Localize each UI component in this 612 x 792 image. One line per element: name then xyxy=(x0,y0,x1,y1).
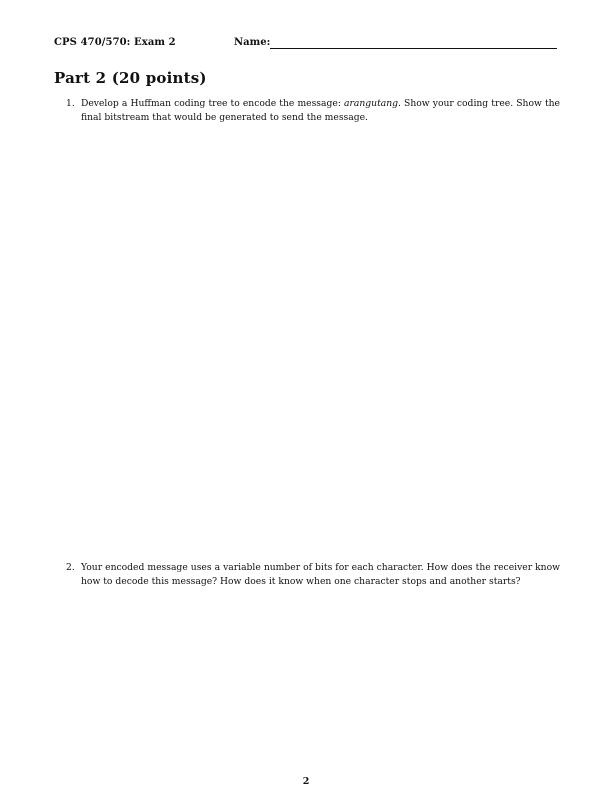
page-number: 2 xyxy=(302,776,310,787)
question-1 xyxy=(66,97,560,124)
question-2 xyxy=(66,561,560,588)
question-text-after: . Show your coding tree. Show the final bitstream that would be generated to send the message. xyxy=(81,98,560,123)
question-text-before: Develop a Huffman coding tree to encode the message: xyxy=(81,98,341,109)
part-title: Part 2 (20 points) xyxy=(54,69,207,87)
course-title: CPS 470/570: Exam 2 xyxy=(54,37,176,48)
question-text xyxy=(81,97,560,124)
message-word: arangutang xyxy=(344,98,399,109)
name-label: Name: xyxy=(234,37,271,48)
question-text: Your encoded message uses a variable number of bits for each character. How does the receiver know how to decode this message? How does it know when one character stops and another starts? xyxy=(81,562,560,587)
name-field-line[interactable] xyxy=(270,48,557,49)
exam-header xyxy=(54,37,558,53)
question-number: 1. xyxy=(66,98,75,109)
question-number: 2. xyxy=(66,562,75,573)
